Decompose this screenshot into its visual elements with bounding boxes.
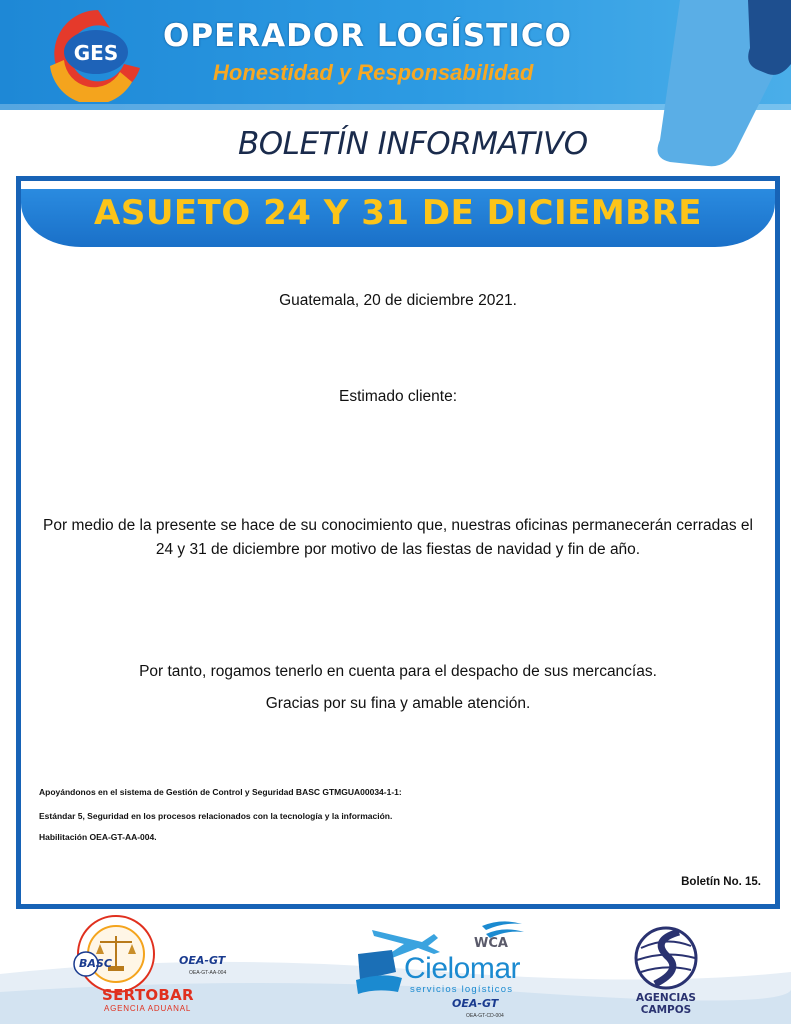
cielomar-subtitle: servicios logísticos — [410, 984, 514, 995]
cielomar-name: Cielomar — [404, 952, 521, 985]
campos-name-line2: CAMPOS — [640, 1004, 692, 1016]
sertobar-subtitle: AGENCIA ADUANAL — [104, 1004, 192, 1013]
greeting: Estimado cliente: — [338, 388, 458, 405]
bulletin-frame — [16, 176, 780, 909]
header-slogan: Honestidad y Responsabilidad — [213, 60, 534, 85]
basc-note: Apoyándonos en el sistema de Gestión de Control y Seguridad BASC GTMGUA00034-1-1: — [39, 787, 402, 797]
message-paragraph: Por medio de la presente se hace de su conocimiento que, nuestras oficinas permanecerán cerradas el 24 y 31 de diciembre por motivo de las fiestas de navidad y fin de año. — [43, 517, 753, 558]
bulletin-number: Boletín No. 15. — [681, 876, 761, 888]
headline-banner — [21, 181, 775, 247]
oea-gt-badge: OEA-GT — [179, 954, 226, 967]
header-title: OPERADOR LOGÍSTICO — [163, 18, 572, 54]
basc-badge: BASC — [79, 957, 112, 970]
agencias-campos-logo — [621, 922, 711, 994]
sertobar-name: SERTOBAR — [102, 986, 194, 1004]
ges-logo-text: GES — [73, 41, 119, 65]
wca-badge: WCA — [474, 936, 508, 951]
oea-note: Habilitación OEA-GT-AA-004. — [39, 832, 157, 842]
standard-note: Estándar 5, Seguridad en los procesos relacionados con la tecnología y la información. — [39, 811, 393, 821]
thanks-line: Gracias por su fina y amable atención. — [265, 695, 531, 712]
oea-gt-code: OEA-GT-AA-004 — [189, 970, 227, 976]
oea-gt-code-cielomar: OEA-GT-CD-004 — [466, 1013, 504, 1019]
footer — [0, 912, 791, 1024]
date-line: Guatemala, 20 de diciembre 2021. — [279, 292, 517, 309]
request-line: Por tanto, rogamos tenerlo en cuenta para el despacho de sus mercancías. — [139, 663, 657, 680]
bulletin-title: BOLETÍN INFORMATIVO — [238, 126, 588, 162]
ges-logo — [40, 6, 156, 102]
campos-name-line1: AGENCIAS — [635, 992, 696, 1004]
headline-text: ASUETO 24 Y 31 DE DICIEMBRE — [94, 193, 702, 233]
oea-gt-badge-cielomar: OEA-GT — [452, 997, 499, 1010]
